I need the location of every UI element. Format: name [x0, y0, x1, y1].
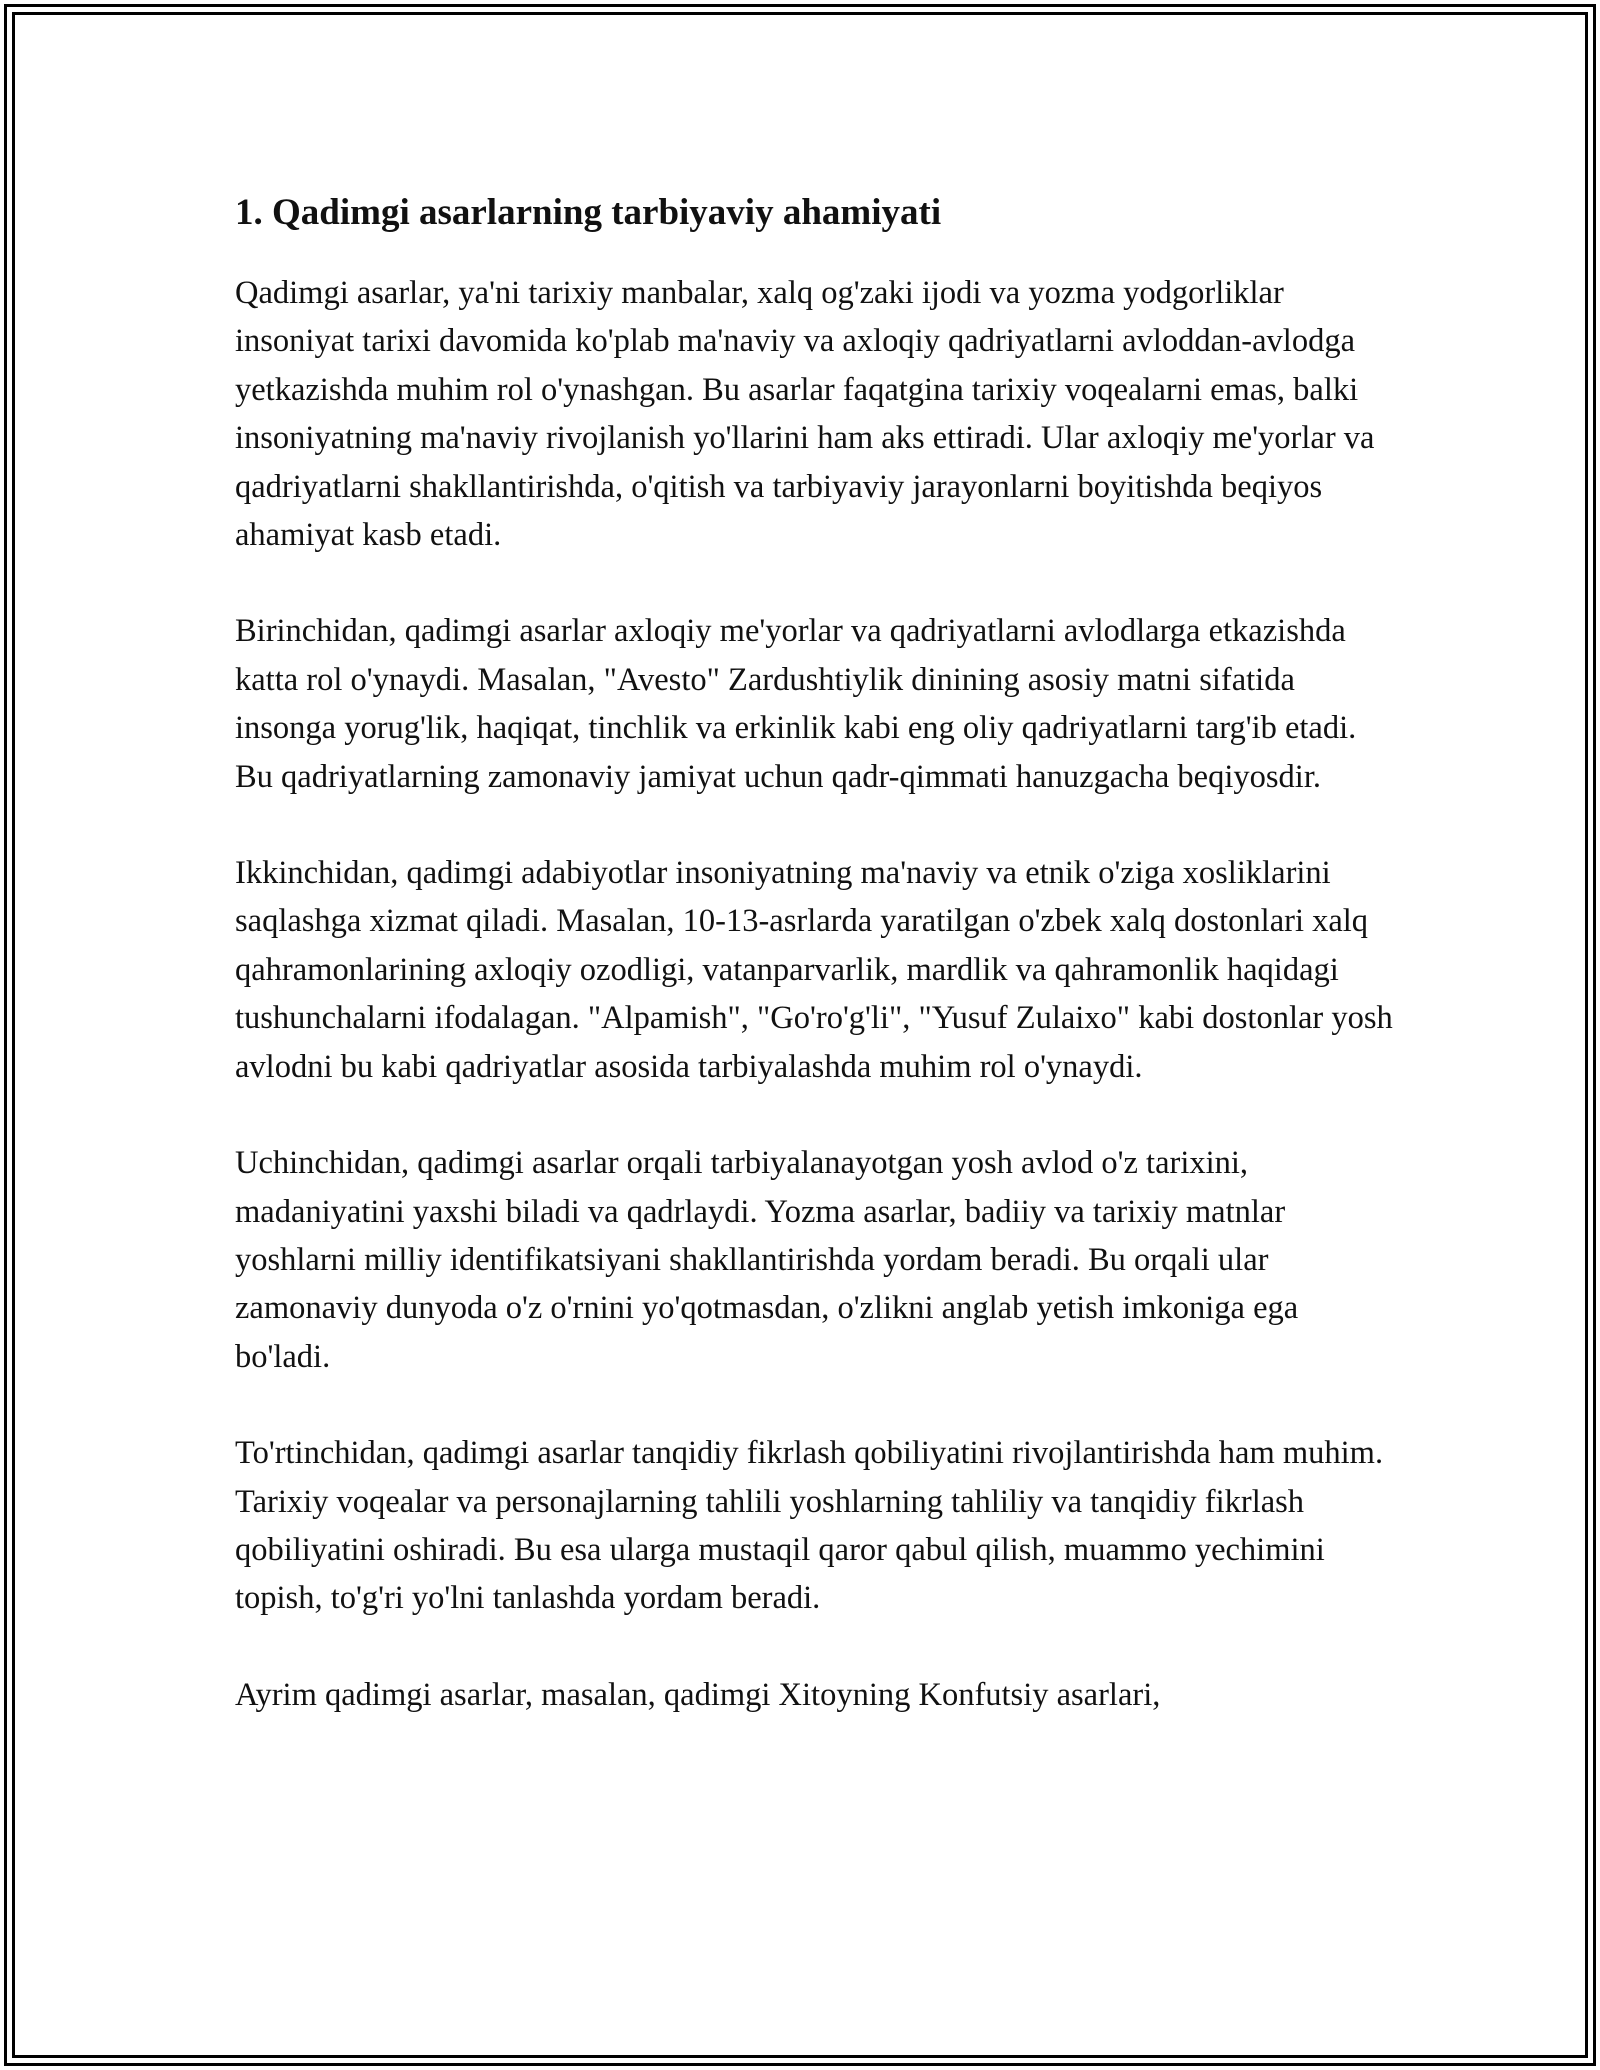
section-heading: 1. Qadimgi asarlarning tarbiyaviy ahamiyati [235, 192, 942, 233]
document-body [235, 185, 1395, 1767]
paragraph-third: Uchinchidan, qadimgi asarlar orqali tarbiyalanayotgan yosh avlod o'z tarixini, madaniyatini yaxshi biladi va qadrlaydi. Yozma asarlar, badiiy va tarixiy matnlar yoshlarni milliy identifikatsiyani shakllantirishda yordam beradi. Bu orqali ular zamonaviy dunyoda o'z o'rnini yo'qotmasdan, o'zlikni anglab yetish imkoniga ega bo'ladi. [235, 1145, 1299, 1375]
paragraph-intro: Qadimgi asarlar, ya'ni tarixiy manbalar, xalq og'zaki ijodi va yozma yodgorliklar insoniyat tarixi davomida ko'plab ma'naviy va axloqiy qadriyatlarni avloddan-avlodga yetkazishda muhim rol o'ynashgan. Bu asarlar faqatgina tarixiy voqealarni emas, balki insoniyatning ma'naviy rivojlanish yo'llarini ham aks ettiradi. Ular axloqiy me'yorlar va qadriyatlarni shakllantirishda, o'qitish va tarbiyaviy jarayonlarni boyitishda beqiyos ahamiyat kasb etadi. [235, 275, 1375, 554]
paragraph-fourth: To'rtinchidan, qadimgi asarlar tanqidiy fikrlash qobiliyatini rivojlantirishda ham muhim. Tarixiy voqealar va personajlarning tahlili yoshlarning tahliliy va tanqidiy fikrlash qobiliyatini oshiradi. Bu esa ularga mustaqil qaror qabul qilish, muammo yechimini topish, to'g'ri yo'lni tanlashda yordam beradi. [235, 1435, 1384, 1617]
paragraph-second: Ikkinchidan, qadimgi adabiyotlar insoniyatning ma'naviy va etnik o'ziga xosliklarini saqlashga xizmat qiladi. Masalan, 10-13-asrlarda yaratilgan o'zbek xalq dostonlari xalq qahramonlarining axloqiy ozodligi, vatanparvarlik, mardlik va qahramonlik haqidagi tushunchalarni ifodalagan. "Alpamish", "Go'ro'g'li", "Yusuf Zulaixo" kabi dostonlar yosh avlodni bu kabi qadriyatlar asosida tarbiyalashda muhim rol o'ynaydi. [235, 855, 1393, 1085]
paragraph-first: Birinchidan, qadimgi asarlar axloqiy me'yorlar va qadriyatlarni avlodlarga etkazishda katta rol o'ynaydi. Masalan, "Avesto" Zardushtiylik dinining asosiy matni sifatida insonga yorug'lik, haqiqat, tinchlik va erkinlik kabi eng oliy qadriyatlarni targ'ib etadi. Bu qadriyatlarning zamonaviy jamiyat uchun qadr-qimmati hanuzgacha beqiyosdir. [235, 613, 1357, 795]
paragraph-fragment: Ayrim qadimgi asarlar, masalan, qadimgi Xitoyning Konfutsiy asarlari, [235, 1676, 1161, 1713]
